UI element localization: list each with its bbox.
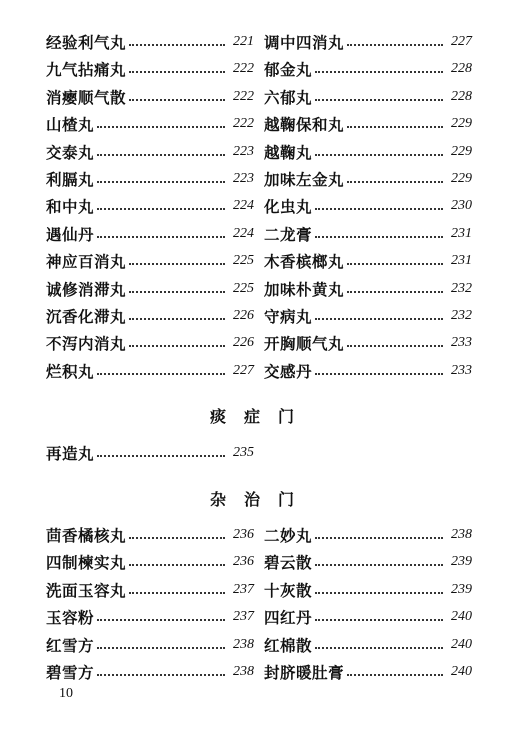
dot-leader (97, 619, 225, 621)
toc-entry-title: 红雪方 (46, 635, 95, 655)
toc-entry (46, 550, 254, 574)
toc-entry-page: 239 (451, 581, 472, 597)
toc-entry (46, 57, 254, 81)
dot-leader (129, 564, 225, 566)
dot-leader (129, 44, 225, 46)
toc-entry (264, 249, 472, 273)
toc-entry-title: 利膈丸 (46, 170, 95, 189)
toc-entry-page: 238 (233, 636, 254, 652)
toc-entry-page: 222 (233, 116, 254, 132)
toc-entry (46, 578, 254, 602)
toc-entry (264, 222, 472, 246)
toc-entry (264, 57, 472, 81)
toc-entry-page: 231 (451, 225, 472, 241)
toc-entry (264, 167, 472, 191)
toc-entry (264, 359, 472, 383)
toc-entry-page: 239 (451, 554, 472, 570)
toc-entry-title: 经验利气丸 (46, 33, 127, 52)
toc-entry (46, 331, 254, 355)
toc-entry-title: 沉香化滞丸 (46, 307, 127, 326)
toc-entry (264, 523, 472, 547)
dot-leader (315, 619, 443, 621)
dot-leader (97, 181, 225, 183)
dot-leader (129, 71, 225, 73)
toc-entry-title: 越鞠丸 (264, 142, 313, 162)
toc-entry-page: 224 (233, 198, 254, 214)
toc-entry-title: 开胸顺气丸 (264, 334, 345, 354)
toc-entry (264, 112, 472, 136)
dot-leader (97, 126, 225, 128)
toc-entry-title: 封脐暖肚膏 (264, 663, 345, 682)
toc-entry (264, 194, 472, 218)
toc-entry-page: 238 (451, 527, 472, 542)
toc-entry-page: 231 (451, 253, 472, 269)
dot-leader (347, 263, 443, 265)
dot-leader (97, 236, 225, 238)
toc-entry-title: 神应百消丸 (46, 252, 127, 272)
dot-leader (315, 592, 443, 594)
toc-entry (46, 30, 254, 54)
toc-entry (46, 523, 254, 547)
dot-leader (97, 154, 225, 156)
dot-leader (315, 71, 443, 73)
dot-leader (129, 537, 225, 539)
toc-entry (46, 112, 254, 136)
toc-entry-title: 四红丹 (264, 608, 313, 628)
toc-entry-title: 六郁丸 (264, 87, 313, 107)
toc-entry-page: 229 (451, 171, 472, 186)
section-heading-misc: 杂治门 (209, 490, 312, 509)
dot-leader (347, 126, 443, 128)
page-number: 10 (59, 686, 73, 701)
toc-entry (46, 660, 254, 684)
toc-entry-page: 233 (451, 362, 472, 378)
toc-entry (46, 85, 254, 109)
toc-entry-page: 227 (451, 34, 472, 49)
toc-entry (264, 578, 472, 602)
toc-entry-page: 221 (233, 34, 254, 49)
dot-leader (97, 373, 225, 375)
toc-entry-page: 233 (451, 335, 472, 351)
dot-leader (315, 373, 443, 375)
toc-entry-title: 交感丹 (264, 361, 313, 381)
toc-entry-page: 223 (233, 143, 254, 159)
toc-entry-page: 236 (233, 554, 254, 570)
dot-leader (129, 263, 225, 265)
toc-entry-title: 玉容粉 (46, 608, 95, 628)
dot-leader (315, 564, 443, 566)
dot-leader (347, 345, 443, 347)
toc-entry-page: 229 (451, 116, 472, 132)
toc-entry-title: 二龙膏 (264, 224, 313, 244)
toc-entry-title: 调中四消丸 (264, 33, 345, 52)
dot-leader (97, 647, 225, 649)
toc-entry-page: 225 (233, 280, 254, 296)
toc-entry (264, 85, 472, 109)
toc-entry-page: 232 (451, 308, 472, 323)
toc-entry (46, 359, 254, 383)
toc-entry (46, 633, 254, 657)
dot-leader (347, 181, 443, 183)
toc-entry-page: 226 (233, 308, 254, 323)
dot-leader (315, 537, 443, 539)
toc-entry-page: 223 (233, 171, 254, 186)
toc-entry (46, 304, 254, 328)
toc-entry-title: 守病丸 (264, 307, 313, 326)
toc-entry-page: 228 (451, 88, 472, 104)
toc-entry-title: 烂积丸 (46, 361, 95, 381)
dot-leader (315, 318, 443, 320)
toc-entry-page: 224 (233, 225, 254, 241)
toc-entry-title: 化虫丸 (264, 197, 313, 217)
toc-entry-title: 遇仙丹 (46, 224, 95, 244)
toc-entry-page: 232 (451, 280, 472, 296)
toc-entry (46, 441, 254, 465)
toc-entry (264, 30, 472, 54)
dot-leader (97, 674, 225, 676)
toc-entry-title: 交泰丸 (46, 142, 95, 162)
toc-entry-title: 诚修消滞丸 (46, 279, 127, 299)
toc-entry-title: 二妙丸 (264, 526, 313, 545)
toc-entry-page: 240 (451, 609, 472, 625)
toc-entry-page: 235 (233, 445, 254, 460)
toc-entry-page: 229 (451, 143, 472, 159)
dot-leader (347, 44, 443, 46)
dot-leader (315, 154, 443, 156)
toc-entry-title: 红棉散 (264, 635, 313, 655)
toc-entry-page: 237 (233, 581, 254, 597)
toc-entry (264, 550, 472, 574)
dot-leader (315, 236, 443, 238)
toc-entry (46, 194, 254, 218)
toc-entry-page: 222 (233, 61, 254, 77)
toc-entry (264, 140, 472, 164)
dot-leader (315, 99, 443, 101)
toc-entry (264, 277, 472, 301)
toc-entry-page: 236 (233, 527, 254, 542)
dot-leader (129, 291, 225, 293)
toc-entry-title: 和中丸 (46, 197, 95, 217)
toc-entry-title: 郁金丸 (264, 60, 313, 80)
toc-entry (264, 660, 472, 684)
toc-entry-title: 洗面玉容丸 (46, 580, 127, 600)
toc-entry (264, 331, 472, 355)
toc-entry-page: 226 (233, 335, 254, 351)
toc-entry (46, 222, 254, 246)
toc-entry (264, 304, 472, 328)
toc-entry-title: 消瘿顺气散 (46, 87, 127, 107)
toc-entry (46, 249, 254, 273)
toc-entry-title: 茴香橘核丸 (46, 526, 127, 545)
toc-entry-title: 山楂丸 (46, 115, 95, 135)
dot-leader (129, 318, 225, 320)
dot-leader (129, 345, 225, 347)
dot-leader (129, 99, 225, 101)
toc-entry (46, 277, 254, 301)
toc-entry (46, 167, 254, 191)
toc-entry-title: 十灰散 (264, 580, 313, 600)
toc-entry-page: 225 (233, 253, 254, 269)
toc-entry-title: 九气拈痛丸 (46, 60, 127, 80)
dot-leader (315, 647, 443, 649)
dot-leader (347, 674, 443, 676)
toc-entry-page: 238 (233, 664, 254, 679)
dot-leader (129, 592, 225, 594)
toc-entry-title: 碧云散 (264, 553, 313, 573)
toc-entry-title: 加味左金丸 (264, 170, 345, 189)
toc-entry-page: 237 (233, 609, 254, 625)
toc-entry-page: 230 (451, 198, 472, 214)
toc-entry-title: 四制楝实丸 (46, 553, 127, 573)
toc-entry-title: 越鞠保和丸 (264, 115, 345, 135)
toc-entry-page: 227 (233, 362, 254, 378)
toc-entry-page: 222 (233, 88, 254, 104)
toc-entry (46, 605, 254, 629)
section-heading-phlegm: 痰症门 (209, 407, 312, 426)
toc-entry-title: 再造丸 (46, 444, 95, 463)
toc-entry-title: 不泻内消丸 (46, 334, 127, 354)
toc-entry-title: 碧雪方 (46, 663, 95, 682)
toc-entry (46, 140, 254, 164)
dot-leader (315, 208, 443, 210)
toc-entry-title: 加味朴黄丸 (264, 279, 345, 299)
toc-entry-title: 木香槟榔丸 (264, 252, 345, 272)
toc-entry-page: 240 (451, 664, 472, 679)
toc-entry (264, 605, 472, 629)
toc-entry-page: 240 (451, 636, 472, 652)
dot-leader (97, 455, 225, 457)
dot-leader (347, 291, 443, 293)
toc-entry-page: 228 (451, 61, 472, 77)
toc-entry (264, 633, 472, 657)
dot-leader (97, 208, 225, 210)
